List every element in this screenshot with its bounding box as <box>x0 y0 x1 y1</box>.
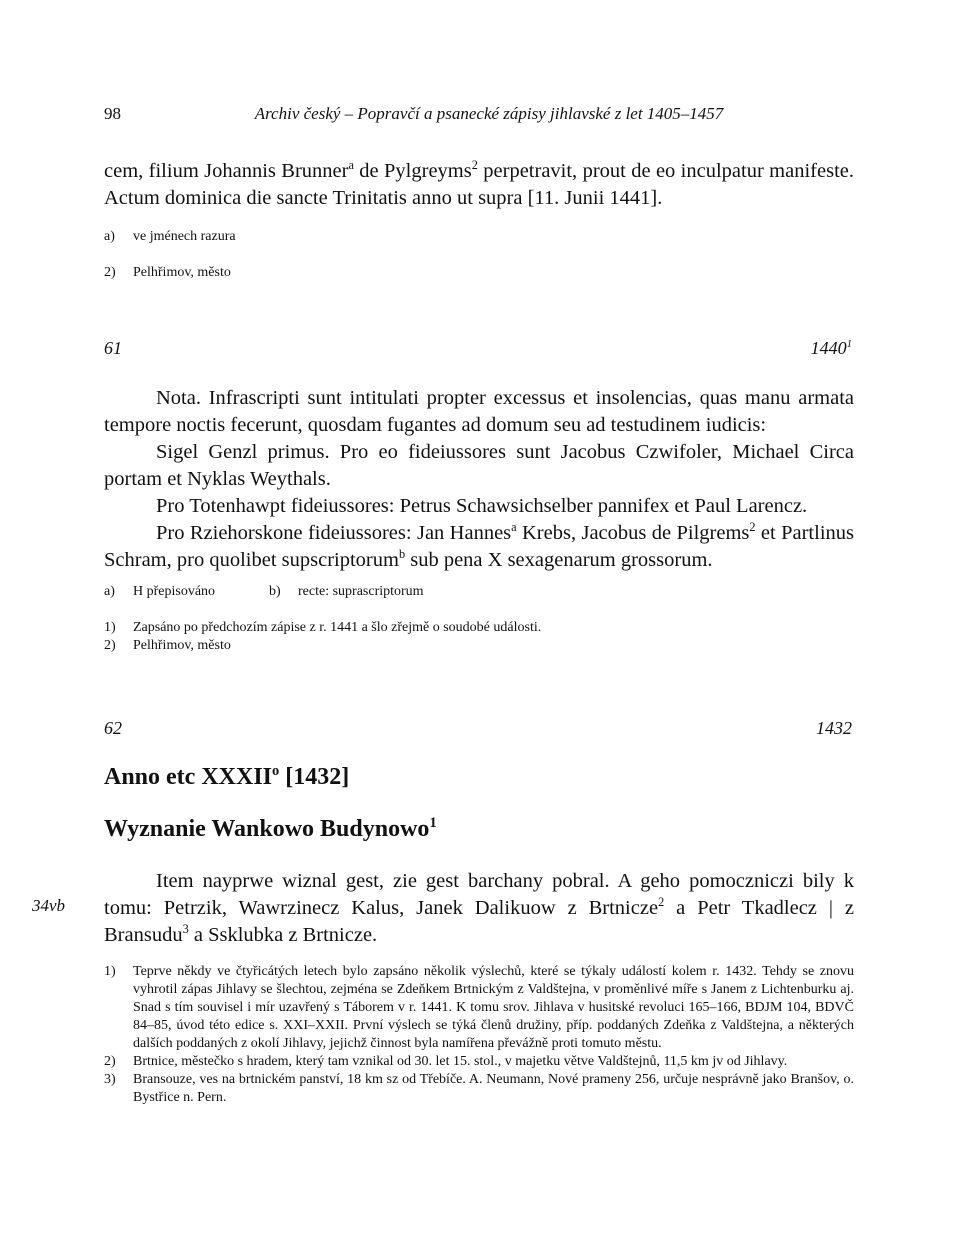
entry-62-year: 1432 <box>816 718 852 738</box>
paragraph: Sigel Genzl primus. Pro eo fideiussores sunt Jacobus Czwifoler, Michael Circa portam et Nyklas Weythals. <box>104 441 854 490</box>
footnote: 3) Bransouze, ves na brtnickém panství, 18 km sz od Třebíče. A. Neumann, Nové prameny 256, určuje nesprávně jako Branšov, o. Bystřice n. Pern. <box>104 1072 854 1105</box>
entry-60-footnotes: 2) Pelhřimov, město <box>104 265 231 280</box>
section-subheading: Wyznanie Wankowo Budynowo$^1$ <box>104 815 437 842</box>
entry-61-number: 61 <box>104 338 122 358</box>
entry-60-paragraph: cem, filium Johannis Brunner$^a$ de Pylgreyms$^2$ perpetravit, prout de eo inculpatur manifeste. Actum dominica die sancte Trinitatis anno ut supra [11. Junii 1441]. <box>104 158 854 209</box>
entry-61-year: 1440$^1$ <box>810 338 852 358</box>
entry-60-textual-notes: a) ve jménech razura <box>104 229 236 244</box>
page-number: 98 <box>104 104 121 123</box>
entry-62-number: 62 <box>104 718 122 738</box>
footnote: 1) Teprve někdy ve čtyřicátých letech bylo zapsáno několik výslechů, které se týkaly událostí kolem r. 1432. Tehdy se znovu vyhrotil zápas Jihlavy se šlechtou, zejména se Zdeňkem Brtnickým z Valdštejna, v proměnlivé míře s Janem z Lichtenburku aj. Snad s tím souvisel i mír uzavřený s Táborem v r. 1441. K tomu srov. Jihlava v husitské revoluci 165–166, BDJM 104, BDVČ 84–85, úvod této edice s. XXI–XXII. První výslech se týká členů družiny, příp. poddaných Zdeňka z Valdštejna, a některých dalších poddaných z okolí Jihlavy, jejichž činnost byla namířena převážně proti tomuto městu. <box>104 964 854 1051</box>
entry-60-text <box>104 158 854 212</box>
footnote: 2) Brtnice, městečko s hradem, který tam vznikal od 30. let 15. stol., v majetku větve Valdštejnů, 11,5 km jv od Jihlavy. <box>104 1054 788 1069</box>
folio-margin-note: 34vb <box>32 896 66 915</box>
paragraph: Item nayprwe wiznal gest, zie gest barchany pobral. A geho pomoczniczi bily k tomu: Petrzik, Wawrzinecz Kalus, Janek Dalikuow z Brtnicze$^2$ a Petr Tkadlecz | z Bransudu$^3$ a Ssklubka z Brtnicze. <box>104 870 854 946</box>
running-title: Archiv český – Popravčí a psanecké zápisy jihlavské z let 1405–1457 <box>254 104 724 123</box>
entry-62-text <box>104 868 854 949</box>
entry-61-footnotes: 1) Zapsáno po předchozím zápise z r. 1441 a šlo zřejmě o soudobé události. 2) Pelhřimov, město <box>104 620 542 653</box>
paragraph: Pro Totenhawpt fideiussores: Petrus Schawsichselber pannifex et Paul Larencz. <box>156 495 808 517</box>
entry-62-footnotes <box>104 963 854 1107</box>
section-heading: Anno etc XXXII$^o$ [1432] <box>104 763 350 790</box>
paragraph: Pro Rziehorskone fideiussores: Jan Hannes$^a$ Krebs, Jacobus de Pilgrems$^2$ et Partlinus Schram, pro quolibet supscriptorum$^b$ sub pena X sexagenarum grossorum. <box>104 520 854 571</box>
paragraph: Nota. Infrascripti sunt intitulati propter excessus et insolencias, quas manu armata tempore noctis fecerunt, quosdam fugantes ad domum seu ad testudinem iudicis: <box>104 387 854 436</box>
entry-61-text <box>104 385 854 574</box>
entry-61-textual-notes: a) H přepisováno b) recte: suprascriptorum <box>104 584 424 599</box>
